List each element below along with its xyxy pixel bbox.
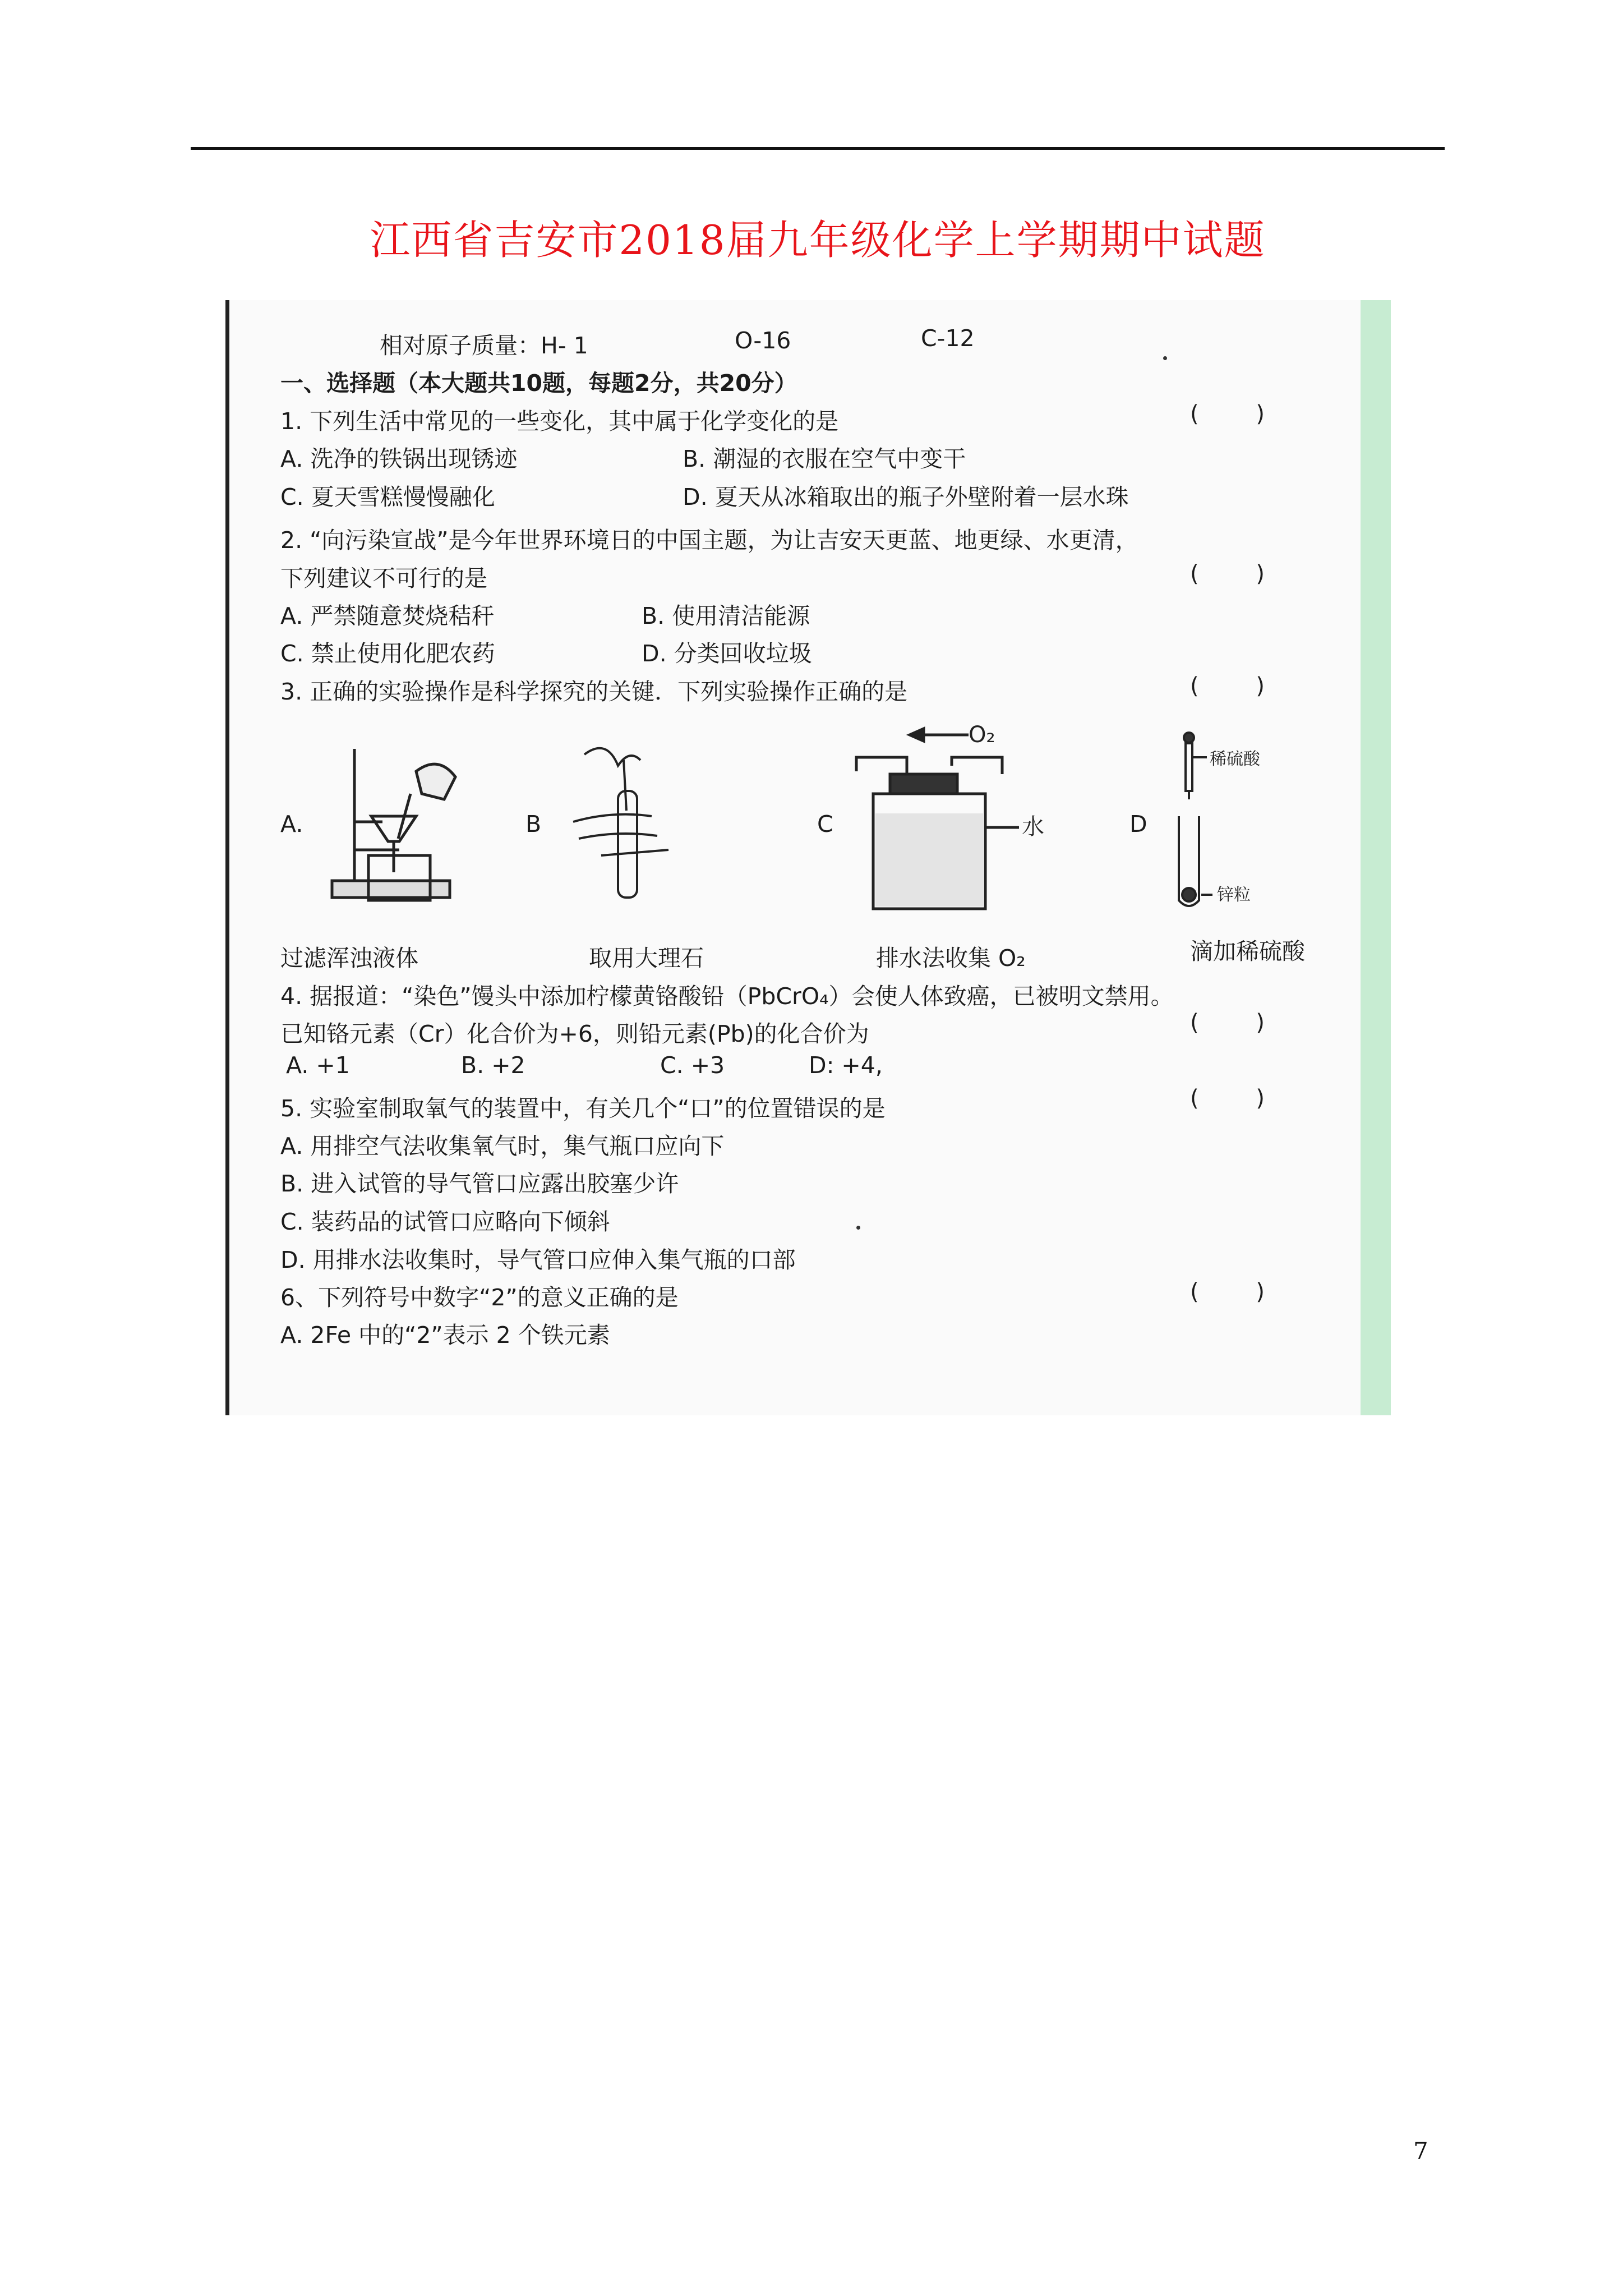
- q5-option-b: B. 进入试管的导气管口应露出胶塞少许: [280, 1170, 679, 1197]
- scan-green-strip: [1361, 300, 1391, 1415]
- scan-left-border: [225, 300, 229, 1415]
- q3-letter-a: A.: [280, 811, 303, 838]
- q1-option-b: B. 潮湿的衣服在空气中变干: [683, 445, 966, 472]
- marble-diagram: [568, 738, 725, 912]
- water-label: 水: [1022, 814, 1044, 840]
- atomic-mass-o: O-16: [735, 327, 791, 354]
- q4-stem-line1: 4. 据报道：“染色”馒头中添加柠檬黄铬酸铅（PbCrO₄）会使人体致癌，已被明文禁用。: [280, 983, 1174, 1010]
- q2-option-d: D. 分类回收垃圾: [642, 640, 812, 667]
- q4-option-d: D: +4,: [809, 1052, 883, 1079]
- q5-stem: 5. 实验室制取氧气的装置中，有关几个“口”的位置错误的是: [280, 1095, 886, 1122]
- acid-label: 稀硫酸: [1210, 749, 1260, 769]
- q4-option-c: C. +3: [660, 1052, 725, 1079]
- scan-speck: [856, 1226, 860, 1230]
- q2-stem-line2: 下列建议不可行的是: [280, 565, 487, 592]
- q2-answer-paren: ( ): [1190, 561, 1265, 587]
- q3-letter-b: B: [525, 811, 542, 838]
- q1-option-a: A. 洗净的铁锅出现锈迹: [280, 445, 518, 472]
- svg-text:O₂: O₂: [969, 722, 995, 748]
- q3-caption-a: 过滤浑浊液体: [280, 945, 418, 972]
- q1-option-c: C. 夏天雪糕慢慢融化: [280, 484, 495, 510]
- q2-option-b: B. 使用清洁能源: [642, 602, 810, 629]
- acid-dropping-diagram: [1168, 726, 1336, 917]
- filtration-diagram: [315, 738, 483, 912]
- q3-letter-c: C: [817, 811, 833, 838]
- atomic-mass-label: 相对原子质量：H- 1: [380, 332, 588, 359]
- zinc-label: 锌粒: [1217, 885, 1251, 905]
- q3-answer-paren: ( ): [1190, 673, 1265, 699]
- q1-stem: 1. 下列生活中常见的一些变化，其中属于化学变化的是: [280, 408, 839, 435]
- q5-option-a: A. 用排空气法收集氧气时，集气瓶口应向下: [280, 1133, 725, 1159]
- q5-answer-paren: ( ): [1190, 1085, 1265, 1111]
- q1-answer-paren: ( ): [1190, 401, 1265, 427]
- q4-stem-line2: 已知铬元素（Cr）化合价为+6，则铅元素(Pb)的化合价为: [280, 1020, 869, 1047]
- scanned-exam-image: [225, 300, 1391, 1415]
- q3-caption-d: 滴加稀硫酸: [1190, 938, 1305, 965]
- section-title: 一、选择题（本大题共10题，每题2分，共20分）: [280, 370, 797, 397]
- q6-stem: 6、下列符号中数字“2”的意义正确的是: [280, 1284, 679, 1311]
- q6-option-a: A. 2Fe 中的“2”表示 2 个铁元素: [280, 1322, 610, 1349]
- page-title: 江西省吉安市2018届九年级化学上学期期中试题: [370, 217, 1266, 264]
- q3-caption-c: 排水法收集 O₂: [876, 945, 1026, 972]
- header-rule: [191, 147, 1445, 150]
- water-collection-diagram: [851, 715, 1069, 917]
- q4-answer-paren: ( ): [1190, 1010, 1265, 1036]
- q4-option-a: A. +1: [286, 1052, 350, 1079]
- scan-speck: [1163, 356, 1167, 360]
- q3-caption-b: 取用大理石: [589, 945, 704, 972]
- page-number: 7: [1413, 2137, 1428, 2165]
- q2-option-a: A. 严禁随意焚烧秸秆: [280, 602, 495, 629]
- q5-option-d: D. 用排水法收集时，导气管口应伸入集气瓶的口部: [280, 1246, 796, 1273]
- q5-option-c: C. 装药品的试管口应略向下倾斜: [280, 1208, 610, 1235]
- q4-option-b: B. +2: [461, 1052, 525, 1079]
- q2-option-c: C. 禁止使用化肥农药: [280, 640, 495, 667]
- q1-option-d: D. 夏天从冰箱取出的瓶子外壁附着一层水珠: [683, 484, 1129, 510]
- q2-stem-line1: 2. “向污染宣战”是今年世界环境日的中国主题，为让吉安天更蓝、地更绿、水更清，: [280, 527, 1138, 554]
- q3-stem: 3. 正确的实验操作是科学探究的关键．下列实验操作正确的是: [280, 678, 908, 705]
- q3-letter-d: D: [1129, 811, 1147, 838]
- q6-answer-paren: ( ): [1190, 1279, 1265, 1305]
- atomic-mass-c: C-12: [921, 325, 975, 352]
